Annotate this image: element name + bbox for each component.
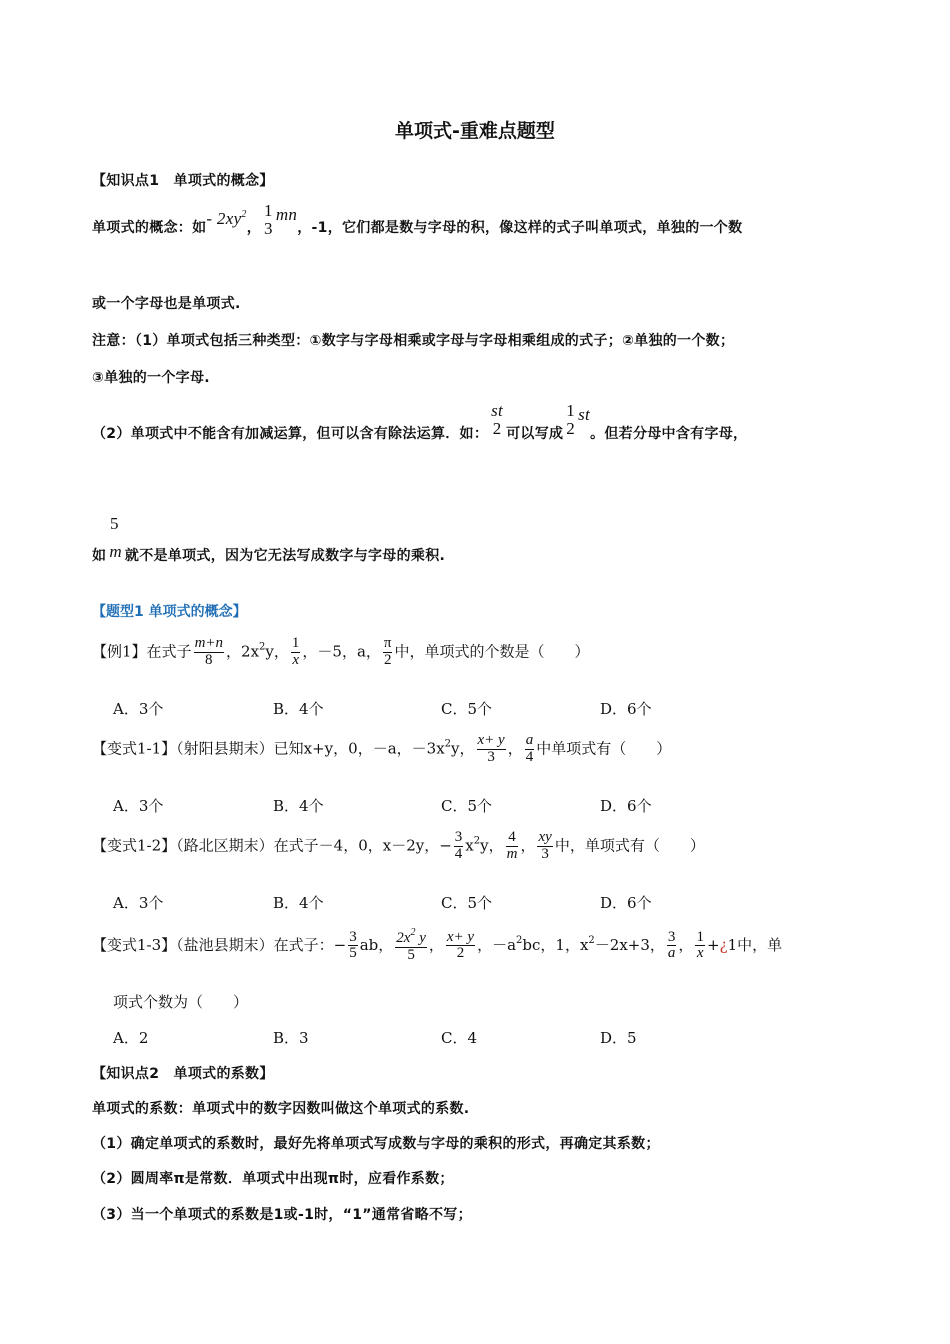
v12-frac-3-4-den: 4 [454, 845, 463, 862]
v13-frac-3-a-num: 3 [667, 928, 676, 945]
v12-intro: （路北区期末）在式子－4，0，x－2y，− [176, 836, 452, 855]
v12-term1: x [465, 836, 474, 855]
v11-term1: y， [451, 739, 475, 758]
kp1-line1-sep: ， [246, 219, 262, 236]
v13-term5a: + [706, 935, 720, 954]
v13-question-line2: 项式个数为（ ） [113, 993, 249, 1011]
v12-frac-4-m [506, 830, 519, 863]
v11-option-a[interactable]: A．3个 [113, 797, 164, 815]
v11-exp: 2 [444, 738, 452, 750]
kp1-expr-2xy-exp: 2 [241, 208, 247, 220]
v13-frac-xy-2-num: x+ y [446, 928, 475, 945]
v12-question [92, 830, 705, 863]
v12-option-d[interactable]: D．6个 [600, 894, 652, 912]
kp1-note-line1: 注意：（1）单项式包括三种类型：①数字与字母相乘或字母与字母相乘组成的式子；②单独的一个数； [92, 333, 735, 349]
v11-frac-xy-3-den: 3 [487, 748, 495, 765]
kp1-frac-5-den: m [109, 542, 122, 561]
v13-frac-1-x [695, 930, 705, 963]
v13-term3b: bc，1，x [522, 935, 589, 954]
ex1-term1: ，2x [226, 642, 260, 661]
ex1-intro: 在式子 [146, 642, 192, 661]
kp1-note4-text-b: 就不是单项式，因为它无法写成数字与字母的乘积. [124, 548, 446, 564]
v13-frac-3-a-den: a [667, 945, 676, 962]
kp1-expr-2xy [206, 209, 246, 228]
ex1-term3: 中，单项式的个数是（ ） [394, 642, 590, 661]
v13-frac-3-5 [348, 930, 358, 963]
v13-frac-1-x-num: 1 [696, 928, 704, 945]
ex1-frac-pi-2 [383, 636, 393, 669]
v12-term1-exp: 2 [473, 835, 481, 847]
v11-label: 【变式1-1】 [92, 739, 177, 758]
v13-option-c[interactable]: C．4 [441, 1029, 478, 1047]
ex1-frac-1-x-num: 1 [291, 635, 300, 651]
kp1-line1-text-b: ，-1，它们都是数与字母的积，像这样的式子叫单项式，单独的一个数 [297, 219, 743, 236]
kp1-line1-text-a: 单项式的概念：如 [92, 219, 207, 236]
v13-intro: （盐池县期末）在式子：− [176, 935, 347, 954]
v11-intro: （射阳县期末）已知x+y，0，－a，－3x [176, 739, 445, 758]
v11-term2: ， [507, 739, 523, 758]
v12-frac-xy-3 [537, 830, 552, 863]
v13-frac-2x2y-5-num-b: y [415, 930, 426, 946]
ex1-label: 【例1】 [92, 642, 147, 661]
v13-term3: ，－a [477, 935, 517, 954]
kp2-line1: 单项式的系数：单项式中的数字因数叫做这个单项式的系数. [92, 1101, 470, 1117]
v13-frac-3-5-num: 3 [349, 928, 357, 945]
v13-frac-2x2y-5-den: 5 [407, 946, 415, 963]
kp1-expr-2xy-base: - 2xy [206, 208, 242, 228]
kp1-note3-text-b: 可以写成 [506, 425, 564, 442]
v12-frac-xy-3-num: xy [538, 829, 552, 845]
v12-frac-4-m-num: 4 [506, 830, 519, 847]
v13-frac-2x2y-5-num-exp: 2 [410, 927, 416, 938]
v13-option-b[interactable]: B．3 [273, 1029, 309, 1047]
kp1-frac-1-3 [263, 202, 274, 238]
kp1-frac-5-num: 5 [110, 514, 119, 533]
v12-term1b: y， [480, 836, 504, 855]
ex1-frac-mn-8-num: m+n [194, 635, 224, 651]
ex1-question [92, 636, 590, 669]
page-title: 单项式-重难点题型 [395, 120, 555, 142]
kp1-note-line4 [92, 542, 446, 565]
kp2-line4: （3）当一个单项式的系数是1或-1时，“1”通常省略不写； [92, 1207, 472, 1223]
ex1-option-d[interactable]: D．6个 [600, 700, 652, 718]
v13-term3c-exp: 2 [588, 934, 595, 946]
kp1-frac-1-3-den: 3 [264, 218, 273, 238]
ex1-term1-exp: 2 [259, 641, 266, 653]
v12-term3: 中，单项式有（ ） [554, 836, 705, 855]
kp1-frac-st-2-den: 2 [492, 418, 502, 438]
v13-term5-glyph: ¿ [719, 935, 728, 954]
ex1-frac-1-x-den: x [292, 651, 299, 668]
kp1-frac-1-2-den: 2 [566, 418, 576, 438]
kp1-note-line3 [92, 401, 748, 442]
kp1-note3-text-c: 。但若分母中含有字母， [590, 425, 748, 442]
v13-term2: ， [428, 935, 444, 954]
v13-option-d[interactable]: D．5 [600, 1029, 637, 1047]
v11-frac-xy-3 [477, 733, 506, 766]
v11-frac-a-4 [525, 733, 535, 766]
ex1-term2: ，－5，a， [302, 642, 381, 661]
v13-frac-xy-2 [446, 930, 475, 963]
ex1-frac-mn-8-den: 8 [205, 651, 213, 668]
v13-frac-xy-2-den: 2 [456, 945, 465, 962]
kp1-frac-st-2 [490, 402, 504, 438]
v13-frac-1-x-den: x [696, 945, 704, 962]
v12-frac-xy-3-den: 3 [541, 845, 549, 862]
kp1-frac-1-2-num: 1 [566, 401, 576, 420]
kp1-definition-line1 [92, 201, 743, 246]
type1-heading: 【题型1 单项式的概念】 [92, 604, 247, 620]
v13-option-a[interactable]: A．2 [113, 1029, 149, 1047]
v13-frac-2x2y-5-num: 2x [396, 930, 411, 946]
v11-frac-a-4-num: a [525, 732, 534, 748]
kp1-note-line2: ③单独的一个字母. [92, 370, 210, 386]
kp1-frac-st-2-num: st [491, 401, 504, 420]
kp1-frac-1-2-var: st [578, 404, 591, 424]
v12-label: 【变式1-2】 [92, 836, 177, 855]
kp1-frac-1-3-num: 1 [264, 201, 273, 220]
v11-option-b[interactable]: B．4个 [273, 797, 324, 815]
v12-frac-4-m-den: m [506, 845, 518, 862]
v11-term3: 中单项式有（ ） [536, 739, 672, 758]
v13-term1: ab， [359, 935, 394, 954]
ex1-option-b[interactable]: B．4个 [273, 700, 324, 718]
ex1-option-a[interactable]: A．3个 [113, 700, 164, 718]
v12-option-a[interactable]: A．3个 [113, 894, 164, 912]
kp1-note4-text-a: 如 [92, 548, 107, 564]
v13-frac-2x2y-5 [395, 928, 427, 964]
v11-option-d[interactable]: D．6个 [600, 797, 652, 815]
v11-frac-xy-3-num: x+ y [477, 732, 505, 748]
kp1-heading: 【知识点1 单项式的概念】 [92, 173, 274, 189]
ex1-option-c[interactable]: C．5个 [441, 700, 493, 718]
v13-frac-3-a [667, 930, 677, 963]
v11-frac-a-4-den: 4 [525, 748, 534, 765]
kp1-definition-line2: 或一个字母也是单项式. [92, 296, 241, 312]
kp1-frac-1-3-var: mn [275, 204, 298, 224]
ex1-term1b: y， [265, 642, 289, 661]
v13-question [92, 928, 782, 964]
ex1-frac-pi-2-num: π [383, 635, 392, 651]
kp2-heading: 【知识点2 单项式的系数】 [92, 1066, 274, 1082]
v13-term3c: －2x+3， [594, 935, 665, 954]
v13-term3-exp: 2 [516, 934, 523, 946]
v13-term4: ， [678, 935, 694, 954]
ex1-frac-pi-2-den: 2 [383, 651, 392, 668]
v13-term5b: 1中，单 [727, 935, 783, 954]
v12-term2: ， [520, 836, 536, 855]
ex1-frac-1-x [291, 636, 301, 669]
v11-option-c[interactable]: C．5个 [441, 797, 493, 815]
v12-option-b[interactable]: B．4个 [273, 894, 324, 912]
kp1-frac-1-2 [565, 402, 576, 438]
v11-question [92, 733, 671, 766]
v13-label: 【变式1-3】 [92, 935, 177, 954]
ex1-frac-mn-8 [194, 636, 224, 669]
v12-option-c[interactable]: C．5个 [441, 894, 493, 912]
kp1-note3-text-a: （2）单项式中不能含有加减运算，但可以含有除法运算．如： [92, 425, 489, 442]
v12-frac-3-4-num: 3 [454, 829, 463, 845]
v13-frac-3-5-den: 5 [349, 945, 357, 962]
kp2-line3: （2）圆周率π是常数．单项式中出现π时，应看作系数； [92, 1171, 454, 1187]
v12-frac-3-4 [454, 830, 464, 863]
kp2-line2: （1）确定单项式的系数时，最好先将单项式写成数与字母的乘积的形式，再确定其系数； [92, 1136, 660, 1152]
